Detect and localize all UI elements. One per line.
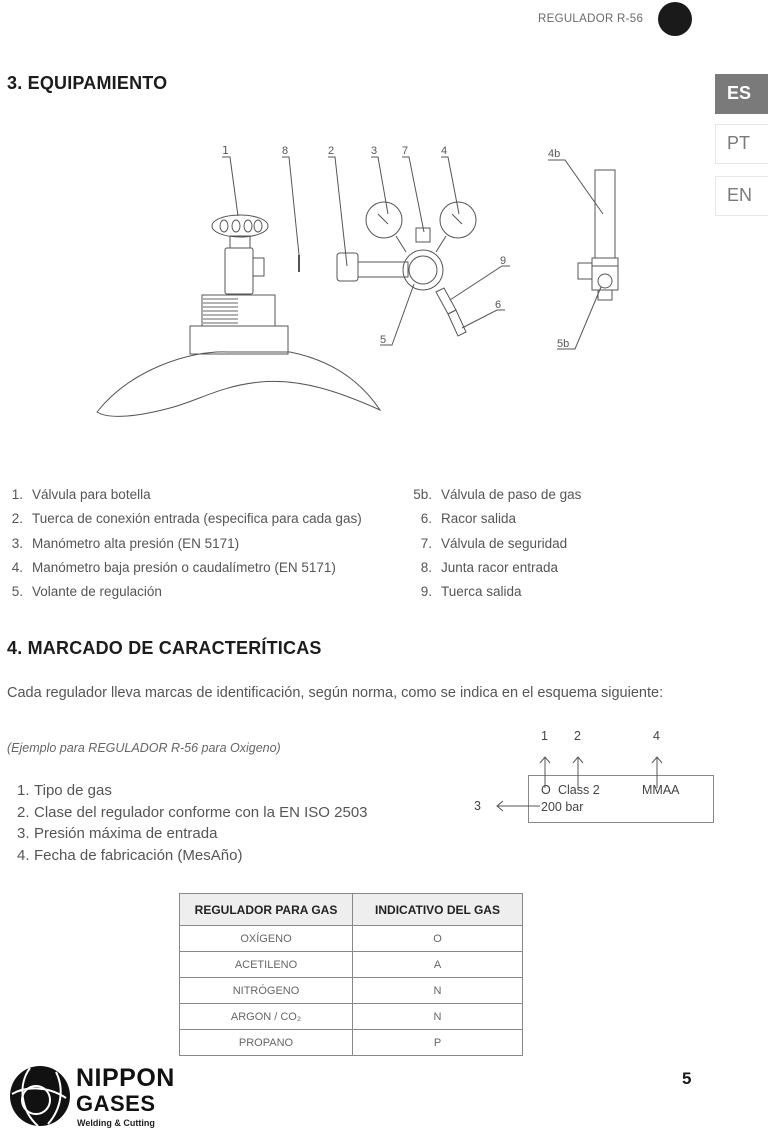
svg-text:6: 6 [495, 299, 502, 311]
svg-text:9: 9 [500, 255, 507, 267]
header-dot-marker [658, 2, 692, 36]
list-item: 1. Tipo de gas [17, 782, 112, 799]
arrow-label-2: 2 [574, 729, 581, 743]
list-item: 4. Fecha de fabricación (MesAño) [17, 846, 243, 864]
section-title-equipamiento: 3. EQUIPAMIENTO [7, 73, 168, 93]
mark-class: Class 2 [558, 783, 600, 797]
section-title-marcado: 4. MARCADO DE CARACTERÍTICAS [7, 638, 322, 658]
arrow-label-4: 4 [653, 729, 660, 743]
brand-name-line2: GASES [76, 1091, 156, 1116]
legend-right-list [410, 483, 581, 604]
svg-text:3: 3 [371, 145, 378, 157]
svg-text:5b: 5b [557, 338, 570, 350]
intro-paragraph: Cada regulador lleva marcas de identificación, según norma, como se indica en el esquema siguiente: [7, 685, 664, 701]
svg-text:5: 5 [380, 334, 387, 346]
equipment-diagram [0, 130, 700, 430]
mark-gas-code: O [541, 783, 551, 797]
table-row: NITRÓGENO N [180, 978, 523, 1004]
legend-item: 6. Racor salida [420, 511, 517, 527]
svg-text:1: 1 [222, 144, 229, 157]
list-item: 2. Clase del regulador conforme con la EN ISO 2503 [17, 803, 368, 821]
column-header: REGULADOR PARA GAS [180, 894, 353, 926]
legend-item: 5. Volante de regulación [11, 584, 162, 600]
table-header-row [180, 894, 523, 926]
svg-text:7: 7 [402, 145, 409, 157]
page-number: 5 [682, 1069, 692, 1088]
tab-language-pt[interactable]: PT [715, 124, 768, 164]
column-header: INDICATIVO DEL GAS [353, 894, 523, 926]
mark-pressure: 200 bar [541, 800, 584, 814]
legend-item: 5b. Válvula de paso de gas [413, 487, 582, 502]
legend-item: 8. Junta racor entrada [420, 559, 559, 575]
legend-item: 1. Válvula para botella [11, 487, 151, 502]
svg-text:2: 2 [328, 145, 335, 157]
table-row: PROPANO P [180, 1030, 523, 1056]
tab-language-en[interactable]: EN [715, 176, 768, 216]
legend-item: 4. Manómetro baja presión o caudalímetro (EN 5171) [11, 559, 336, 575]
table-row: OXÍGENO O [180, 926, 523, 952]
gas-indicator-table [179, 893, 523, 1056]
tab-language-es[interactable]: ES [715, 74, 768, 114]
marking-arrows [480, 745, 720, 825]
brand-tagline: Welding & Cutting [77, 1118, 155, 1128]
legend-left-list [9, 483, 362, 604]
svg-text:8: 8 [282, 145, 289, 157]
table-row: ARGON / CO₂ N [180, 1004, 523, 1030]
legend-item: 3. Manómetro alta presión (EN 5171) [11, 535, 240, 551]
marks-list [17, 780, 368, 866]
svg-text:4b: 4b [548, 148, 561, 160]
arrow-label-1: 1 [541, 729, 548, 743]
example-note: (Ejemplo para REGULADOR R-56 para Oxigeno) [7, 741, 281, 755]
legend-item: 2. Tuerca de conexión entrada (especifica para cada gas) [11, 511, 362, 527]
legend-item: 7. Válvula de seguridad [420, 535, 568, 551]
nippon-gases-logo-icon [8, 1064, 72, 1128]
document-title: REGULADOR R-56 [538, 13, 644, 25]
mark-date: MMAA [642, 783, 680, 797]
table-row: ACETILENO A [180, 952, 523, 978]
brand-name-line1: NIPPON [76, 1064, 175, 1092]
arrow-label-3: 3 [474, 799, 481, 813]
svg-text:4: 4 [441, 145, 448, 157]
legend-item: 9. Tuerca salida [420, 584, 522, 600]
list-item: 3. Presión máxima de entrada [17, 825, 218, 842]
